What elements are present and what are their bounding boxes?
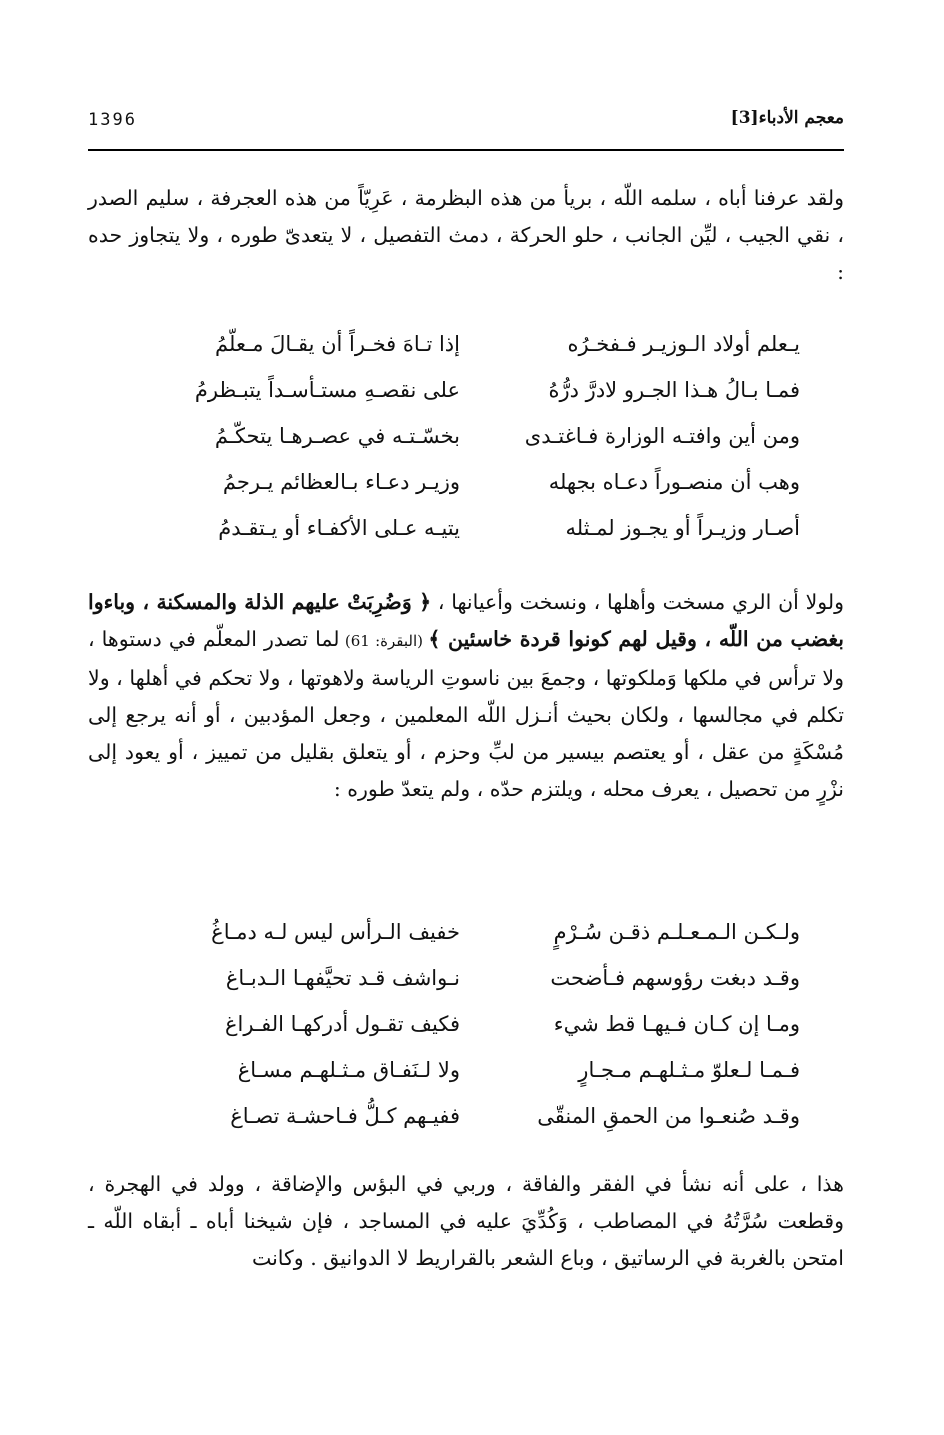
quran-reference: (البقرة: 61) [339, 632, 429, 650]
paragraph-text: ولولا أن الري مسخت وأهلها ، ونسخت وأعيانها ، [431, 590, 844, 614]
verse-hemistich-2: على نقصـهِ مستـأسـداً يتبـظرمُ [194, 378, 460, 402]
verse [110, 462, 800, 508]
verse [110, 416, 800, 462]
paragraph-text: لما تصدر المعلّم في دستوها ، ولا ترأس في ملكها وَملكوتها ، وجمعَ بين ناسوتِ الرياسة ولاهوتها ، ولا تحكم في أهلها ، ولا تكلم في مجالسها ، ولكان بحيث أنـزل اللّه المعلمين ، وجعل المؤدبين ، أو أنه يرجع إلى مُسْكَةٍ من عقل ، أو يعتصم بيسير من لبِّ وحزم ، أو يتعلق بقليل من تمييز ، أو يعود إلى نزْرٍ من تحصيل ، يعرف محله ، ويلتزم حدّه ، ولم يتعدّ طوره : [88, 627, 844, 801]
verse-hemistich-1: وقـد دبغت رؤوسهم فـأضحت [550, 966, 800, 990]
verse [110, 958, 800, 1004]
verse-hemistich-1: وقـد صُنعـوا من الحمقِ المنقّى [537, 1104, 800, 1128]
paragraph-intro: ولقد عرفنا أباه ، سلمه اللّه ، بريأ من هذه البظرمة ، عَرِيّاً من هذه العجرفة ، سليم الصدر ، نقي الجيب ، ليِّن الجانب ، حلو الحركة ، دمث التفصيل ، لا يتعدىّ طوره ، ولا يتجاوز حده : [88, 186, 844, 284]
verse-hemistich-2: ففيـهم كـلُّ فـاحشـة تصـاغ [230, 1104, 460, 1128]
verse [110, 370, 800, 416]
verse-hemistich-2: وزيـر دعـاء بـالعظائم يـرجمُ [222, 470, 460, 494]
verse-hemistich-2: ولا لـنَفـاق مـثـلهـم مسـاغ [237, 1058, 460, 1082]
header-rule [88, 149, 844, 151]
verse-hemistich-1: ولـكـن الـمـعـلـم ذقـن سُـرْمٍ [553, 920, 800, 944]
page-header [88, 108, 844, 144]
verse-hemistich-1: فـمـا لـعلوّ مـثـلهـم مـجـارٍ [578, 1058, 800, 1082]
verse-hemistich-2: إذا تـاهَ فخـراً أن يقـالَ مـعلّمُ [215, 332, 460, 356]
verse-hemistich-1: يـعلم أولاد الـوزيـر فـفخـرُه [567, 332, 800, 356]
verse [110, 1004, 800, 1050]
page-number: 1396 [88, 110, 137, 130]
verse-hemistich-2: خفيف الـرأس ليس لـه دمـاغُ [211, 920, 460, 944]
paragraph-middle [88, 584, 844, 808]
verse-hemistich-2: فكيف تقـول أدركهـا الفـراغ [225, 1012, 460, 1036]
verse [110, 1096, 800, 1142]
poem-2 [110, 912, 800, 1142]
verse [110, 912, 800, 958]
verse-hemistich-1: ومـا إن كـان فـيهـا قط شيء [553, 1012, 800, 1036]
quran-quote: ﴿ وَضُرِبَتْ عليهم الذلة والمسكنة ، وباءوا بغضب من اللّه ، وقيل لهم كونوا قردة خاسئين ﴾ [88, 590, 844, 651]
verse-hemistich-1: فمـا بـالُ هـذا الجـرو لادرَّ درُّهُ [548, 378, 800, 402]
verse [110, 1050, 800, 1096]
verse-hemistich-1: أصـار وزيـراً أو يجـوز لمـثله [565, 516, 800, 540]
verse [110, 324, 800, 370]
paragraph-closing: هذا ، على أنه نشأ في الفقر والفاقة ، وربي في البؤس والإضاقة ، وولد في الهجرة ، وقطعت سُرَّتُهُ في المصاطب ، وَكُدِّيَ عليه في المساجد ، فإن شيخنا أباه ـ أبقاه اللّه ـ امتحن بالغربة في الرساتيق ، وباع الشعر بالقراريط لا الدوانيق . وكانت [88, 1172, 844, 1270]
verse-hemistich-2: نـواشف قـد تحيَّفهـا الـدبـاغ [225, 966, 460, 990]
verse-hemistich-1: ومن أين وافتـه الوزارة فـاغتـدى [524, 424, 800, 448]
running-title: معجم الأدباء[3] [730, 108, 844, 128]
verse-hemistich-2: بخسّـتـه في عصـرهـا يتحكّـمُ [214, 424, 460, 448]
verse-hemistich-2: يتيـه عـلى الأكفـاء أو يـتقـدمُ [218, 516, 460, 540]
verse-hemistich-1: وهب أن منصـوراً دعـاه بجهله [548, 470, 800, 494]
verse [110, 508, 800, 554]
poem-1 [110, 324, 800, 554]
